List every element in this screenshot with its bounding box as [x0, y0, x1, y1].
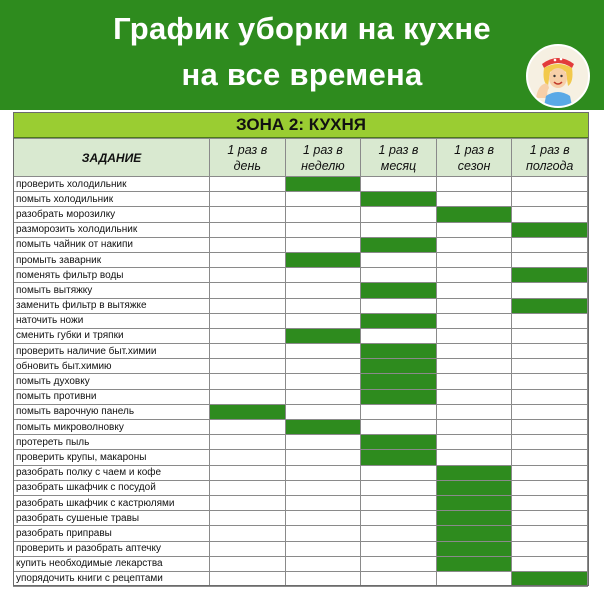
task-cell: разобрать шкафчик с кастрюлями [14, 495, 210, 510]
frequency-empty-cell [436, 404, 512, 419]
schedule-body [14, 177, 588, 587]
frequency-empty-cell [436, 252, 512, 267]
frequency-mark-cell [361, 359, 437, 374]
frequency-empty-cell [512, 389, 588, 404]
zone-title: ЗОНА 2: КУХНЯ [13, 112, 589, 138]
task-cell: помыть противни [14, 389, 210, 404]
cleaning-schedule-sheet [13, 112, 589, 586]
table-row [14, 192, 588, 207]
frequency-empty-cell [210, 283, 286, 298]
frequency-empty-cell [210, 359, 286, 374]
frequency-empty-cell [361, 328, 437, 343]
table-row [14, 298, 588, 313]
frequency-empty-cell [285, 237, 361, 252]
frequency-empty-cell [436, 374, 512, 389]
frequency-header-line: день [233, 158, 261, 173]
task-cell: поменять фильтр воды [14, 268, 210, 283]
frequency-empty-cell [285, 283, 361, 298]
frequency-empty-cell [512, 465, 588, 480]
frequency-empty-cell [285, 571, 361, 586]
frequency-header-day [210, 139, 286, 177]
task-cell: обновить быт.химию [14, 359, 210, 374]
frequency-mark-cell [436, 480, 512, 495]
task-cell: помыть вытяжку [14, 283, 210, 298]
frequency-empty-cell [436, 344, 512, 359]
frequency-empty-cell [285, 495, 361, 510]
table-row [14, 435, 588, 450]
frequency-empty-cell [285, 526, 361, 541]
frequency-empty-cell [436, 283, 512, 298]
frequency-empty-cell [512, 328, 588, 343]
frequency-mark-cell [361, 192, 437, 207]
frequency-empty-cell [512, 374, 588, 389]
task-cell: наточить ножи [14, 313, 210, 328]
table-row [14, 328, 588, 343]
frequency-empty-cell [285, 465, 361, 480]
frequency-empty-cell [210, 252, 286, 267]
frequency-empty-cell [361, 268, 437, 283]
task-cell: проверить наличие быт.химии [14, 344, 210, 359]
frequency-mark-cell [285, 177, 361, 192]
frequency-empty-cell [512, 313, 588, 328]
frequency-mark-cell [361, 389, 437, 404]
task-cell: разобрать морозилку [14, 207, 210, 222]
task-cell: протереть пыль [14, 435, 210, 450]
frequency-empty-cell [210, 556, 286, 571]
frequency-empty-cell [512, 541, 588, 556]
frequency-empty-cell [361, 571, 437, 586]
frequency-empty-cell [436, 435, 512, 450]
frequency-empty-cell [512, 404, 588, 419]
frequency-empty-cell [210, 237, 286, 252]
table-header-row [14, 139, 588, 177]
task-cell: помыть чайник от накипи [14, 237, 210, 252]
table-row [14, 526, 588, 541]
task-cell: проверить холодильник [14, 177, 210, 192]
frequency-empty-cell [361, 252, 437, 267]
frequency-mark-cell [436, 556, 512, 571]
frequency-empty-cell [512, 526, 588, 541]
table-row [14, 480, 588, 495]
frequency-empty-cell [210, 207, 286, 222]
frequency-empty-cell [210, 450, 286, 465]
frequency-empty-cell [210, 571, 286, 586]
frequency-empty-cell [210, 222, 286, 237]
frequency-empty-cell [512, 359, 588, 374]
frequency-empty-cell [210, 192, 286, 207]
frequency-empty-cell [285, 344, 361, 359]
frequency-empty-cell [285, 556, 361, 571]
task-cell: помыть холодильник [14, 192, 210, 207]
frequency-mark-cell [436, 541, 512, 556]
frequency-empty-cell [361, 420, 437, 435]
frequency-empty-cell [285, 511, 361, 526]
frequency-empty-cell [285, 313, 361, 328]
frequency-empty-cell [436, 177, 512, 192]
table-row [14, 359, 588, 374]
cartoon-housewife-flexing-icon [526, 44, 590, 108]
frequency-mark-cell [361, 344, 437, 359]
frequency-mark-cell [361, 313, 437, 328]
frequency-empty-cell [436, 222, 512, 237]
task-column-header: ЗАДАНИЕ [14, 139, 210, 177]
frequency-empty-cell [512, 252, 588, 267]
frequency-header-line: 1 раз в [302, 142, 343, 157]
task-cell: сменить губки и тряпки [14, 328, 210, 343]
frequency-empty-cell [512, 283, 588, 298]
task-cell: помыть варочную панель [14, 404, 210, 419]
frequency-mark-cell [512, 298, 588, 313]
frequency-header-line: 1 раз в [227, 142, 268, 157]
frequency-empty-cell [210, 465, 286, 480]
frequency-mark-cell [436, 465, 512, 480]
frequency-mark-cell [361, 283, 437, 298]
schedule-table [13, 138, 588, 587]
frequency-empty-cell [436, 571, 512, 586]
table-row [14, 268, 588, 283]
table-row [14, 571, 588, 586]
frequency-empty-cell [285, 192, 361, 207]
frequency-empty-cell [210, 374, 286, 389]
task-cell: заменить фильтр в вытяжке [14, 298, 210, 313]
frequency-mark-cell [436, 526, 512, 541]
title-banner [0, 0, 604, 110]
frequency-header-line: 1 раз в [378, 142, 419, 157]
frequency-empty-cell [285, 374, 361, 389]
task-cell: разобрать шкафчик с посудой [14, 480, 210, 495]
table-row [14, 495, 588, 510]
frequency-empty-cell [512, 177, 588, 192]
frequency-header-line: полгода [525, 158, 574, 173]
table-row [14, 465, 588, 480]
table-row [14, 177, 588, 192]
frequency-empty-cell [436, 450, 512, 465]
frequency-empty-cell [512, 511, 588, 526]
frequency-empty-cell [512, 450, 588, 465]
table-row [14, 252, 588, 267]
frequency-empty-cell [436, 328, 512, 343]
frequency-mark-cell [436, 511, 512, 526]
frequency-empty-cell [285, 207, 361, 222]
frequency-empty-cell [210, 435, 286, 450]
title-line-1: График уборки на кухне [113, 11, 491, 46]
frequency-empty-cell [512, 207, 588, 222]
frequency-empty-cell [210, 541, 286, 556]
frequency-empty-cell [361, 298, 437, 313]
frequency-empty-cell [512, 192, 588, 207]
frequency-mark-cell [512, 268, 588, 283]
frequency-empty-cell [285, 268, 361, 283]
frequency-header-week [285, 139, 361, 177]
frequency-empty-cell [361, 207, 437, 222]
task-cell: разобрать полку с чаем и кофе [14, 465, 210, 480]
table-row [14, 222, 588, 237]
table-row [14, 511, 588, 526]
task-cell: разобрать приправы [14, 526, 210, 541]
table-row [14, 556, 588, 571]
frequency-empty-cell [210, 344, 286, 359]
frequency-empty-cell [436, 313, 512, 328]
frequency-empty-cell [361, 526, 437, 541]
frequency-empty-cell [512, 420, 588, 435]
frequency-empty-cell [285, 359, 361, 374]
table-row [14, 313, 588, 328]
table-row [14, 283, 588, 298]
frequency-header-line: 1 раз в [454, 142, 495, 157]
frequency-header-half-year [512, 139, 588, 177]
title-line-2: на все времена [181, 57, 423, 92]
frequency-empty-cell [361, 495, 437, 510]
frequency-empty-cell [285, 298, 361, 313]
frequency-empty-cell [285, 389, 361, 404]
frequency-empty-cell [285, 222, 361, 237]
frequency-mark-cell [285, 328, 361, 343]
frequency-empty-cell [210, 313, 286, 328]
task-cell: разобрать сушеные травы [14, 511, 210, 526]
table-row [14, 404, 588, 419]
frequency-empty-cell [361, 541, 437, 556]
frequency-empty-cell [210, 495, 286, 510]
task-cell: разморозить холодильник [14, 222, 210, 237]
task-cell: купить необходимые лекарства [14, 556, 210, 571]
frequency-empty-cell [285, 450, 361, 465]
frequency-empty-cell [436, 359, 512, 374]
task-cell: промыть заварник [14, 252, 210, 267]
frequency-empty-cell [361, 480, 437, 495]
frequency-mark-cell [512, 571, 588, 586]
frequency-empty-cell [210, 177, 286, 192]
frequency-empty-cell [436, 298, 512, 313]
frequency-mark-cell [361, 237, 437, 252]
table-row [14, 374, 588, 389]
task-cell: помыть духовку [14, 374, 210, 389]
frequency-empty-cell [436, 237, 512, 252]
frequency-empty-cell [210, 328, 286, 343]
frequency-empty-cell [512, 480, 588, 495]
frequency-mark-cell [285, 420, 361, 435]
frequency-empty-cell [210, 389, 286, 404]
frequency-empty-cell [361, 222, 437, 237]
frequency-empty-cell [361, 177, 437, 192]
table-row [14, 344, 588, 359]
task-cell: помыть микроволновку [14, 420, 210, 435]
task-cell: проверить крупы, макароны [14, 450, 210, 465]
frequency-empty-cell [285, 480, 361, 495]
frequency-empty-cell [210, 298, 286, 313]
frequency-empty-cell [361, 404, 437, 419]
frequency-empty-cell [285, 541, 361, 556]
frequency-header-season [436, 139, 512, 177]
frequency-header-line: неделю [301, 158, 345, 173]
frequency-header-line: сезон [457, 158, 491, 173]
table-row [14, 389, 588, 404]
task-cell: упорядочить книги с рецептами [14, 571, 210, 586]
frequency-header-month [361, 139, 437, 177]
table-row [14, 450, 588, 465]
frequency-empty-cell [512, 344, 588, 359]
frequency-empty-cell [512, 435, 588, 450]
frequency-empty-cell [361, 465, 437, 480]
frequency-mark-cell [210, 404, 286, 419]
frequency-empty-cell [361, 556, 437, 571]
frequency-mark-cell [512, 222, 588, 237]
frequency-empty-cell [512, 237, 588, 252]
frequency-empty-cell [210, 268, 286, 283]
frequency-header-line: 1 раз в [529, 142, 570, 157]
frequency-mark-cell [361, 450, 437, 465]
table-row [14, 541, 588, 556]
frequency-empty-cell [210, 511, 286, 526]
frequency-mark-cell [361, 374, 437, 389]
frequency-empty-cell [210, 526, 286, 541]
frequency-empty-cell [436, 268, 512, 283]
page-title [0, 6, 604, 98]
table-row [14, 237, 588, 252]
frequency-empty-cell [361, 511, 437, 526]
table-row [14, 207, 588, 222]
frequency-header-line: месяц [380, 158, 417, 173]
frequency-empty-cell [210, 420, 286, 435]
frequency-empty-cell [285, 435, 361, 450]
frequency-empty-cell [436, 192, 512, 207]
frequency-mark-cell [285, 252, 361, 267]
frequency-empty-cell [285, 404, 361, 419]
frequency-empty-cell [436, 420, 512, 435]
task-cell: проверить и разобрать аптечку [14, 541, 210, 556]
frequency-empty-cell [436, 389, 512, 404]
frequency-empty-cell [210, 480, 286, 495]
frequency-mark-cell [436, 495, 512, 510]
frequency-empty-cell [512, 556, 588, 571]
frequency-mark-cell [361, 435, 437, 450]
frequency-empty-cell [512, 495, 588, 510]
frequency-mark-cell [436, 207, 512, 222]
table-row [14, 420, 588, 435]
